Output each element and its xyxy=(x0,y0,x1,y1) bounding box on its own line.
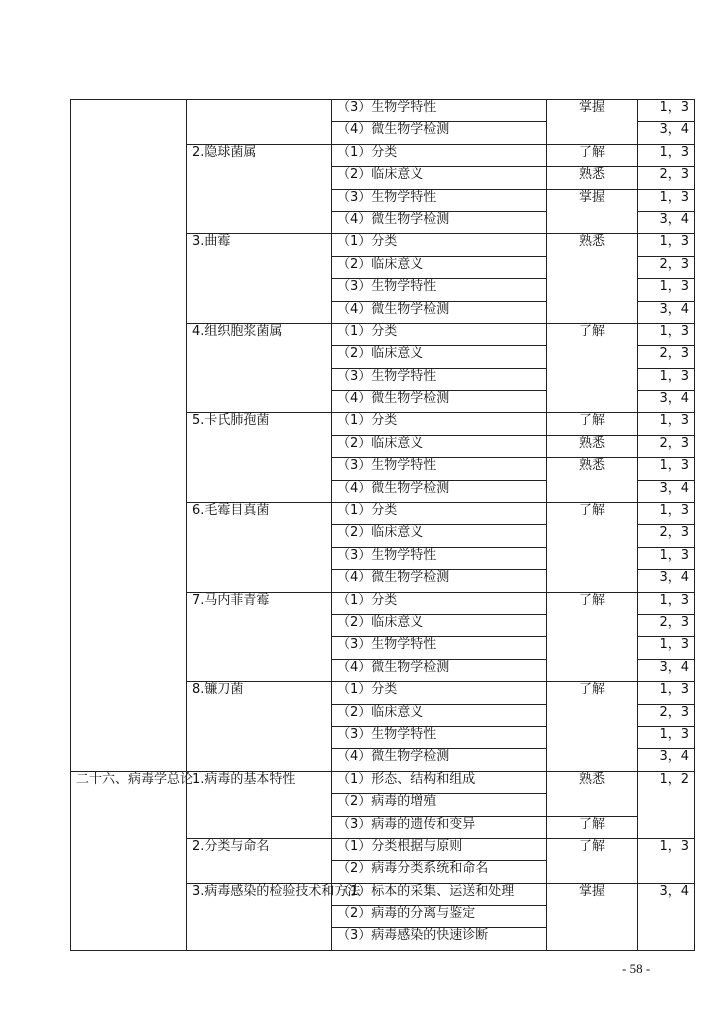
requirement-cell: 熟悉 xyxy=(547,771,638,816)
item-cell: （4）微生物学检测 xyxy=(332,749,547,771)
level-cell: 3，4 xyxy=(638,211,695,233)
item-cell: （3）生物学特性 xyxy=(332,189,547,211)
level-cell: 2，3 xyxy=(638,167,695,189)
item-cell: （2）临床意义 xyxy=(332,614,547,636)
level-cell: 2，3 xyxy=(638,435,695,457)
level-cell: 1，3 xyxy=(638,189,695,211)
item-cell: （1）分类 xyxy=(332,592,547,614)
item-cell: （4）微生物学检测 xyxy=(332,122,547,144)
topic-cell: 7.马内菲青霉 xyxy=(187,592,332,682)
topic-cell: 2.分类与命名 xyxy=(187,838,332,883)
level-cell: 1，3 xyxy=(638,547,695,569)
requirement-cell: 熟悉 xyxy=(547,435,638,457)
topic-cell: 3.病毒感染的检验技术和方法 xyxy=(187,883,332,950)
requirement-cell: 了解 xyxy=(547,144,638,166)
item-cell: （2）临床意义 xyxy=(332,435,547,457)
level-cell: 1，3 xyxy=(638,368,695,390)
item-cell: （1）分类 xyxy=(332,503,547,525)
item-cell: （4）微生物学检测 xyxy=(332,570,547,592)
level-cell: 3，4 xyxy=(638,659,695,681)
level-cell: 3，4 xyxy=(638,480,695,502)
unit-cell xyxy=(71,100,187,772)
item-cell: （2）临床意义 xyxy=(332,167,547,189)
level-cell: 2，3 xyxy=(638,525,695,547)
item-cell: （1）分类 xyxy=(332,144,547,166)
item-cell: （4）微生物学检测 xyxy=(332,391,547,413)
level-cell: 1，3 xyxy=(638,592,695,614)
topic-cell: 8.镰刀菌 xyxy=(187,682,332,772)
topic-cell: 3.曲霉 xyxy=(187,234,332,324)
item-cell: （3）生物学特性 xyxy=(332,100,547,122)
page-number: - 58 - xyxy=(622,961,651,976)
topic-cell: 1.病毒的基本特性 xyxy=(187,771,332,838)
topic-cell: 2.隐球菌属 xyxy=(187,144,332,234)
level-cell: 1，3 xyxy=(638,726,695,748)
item-cell: （1）分类 xyxy=(332,413,547,435)
item-cell: （3）病毒的遗传和变异 xyxy=(332,816,547,838)
item-cell: （3）生物学特性 xyxy=(332,458,547,480)
level-cell: 2，3 xyxy=(638,346,695,368)
level-cell: 3，4 xyxy=(638,122,695,144)
item-cell: （1）分类 xyxy=(332,682,547,704)
requirement-cell: 了解 xyxy=(547,413,638,435)
requirement-cell: 掌握 xyxy=(547,100,638,145)
unit-title-cell: 二十六、病毒学总论 xyxy=(71,771,187,950)
level-cell: 1，3 xyxy=(638,279,695,301)
topic-cell: 5.卡氏肺孢菌 xyxy=(187,413,332,503)
requirement-cell: 了解 xyxy=(547,323,638,413)
level-cell: 1，3 xyxy=(638,234,695,256)
item-cell: （1）标本的采集、运送和处理 xyxy=(332,883,547,905)
level-cell: 1，2 xyxy=(638,771,695,838)
item-cell: （2）临床意义 xyxy=(332,346,547,368)
item-cell: （2）病毒的分离与鉴定 xyxy=(332,906,547,928)
level-cell: 1，3 xyxy=(638,458,695,480)
item-cell: （4）微生物学检测 xyxy=(332,301,547,323)
item-cell: （3）生物学特性 xyxy=(332,726,547,748)
level-cell: 3，4 xyxy=(638,301,695,323)
level-cell: 1，3 xyxy=(638,503,695,525)
level-cell: 1，3 xyxy=(638,838,695,883)
table-row xyxy=(71,100,695,122)
item-cell: （2）临床意义 xyxy=(332,525,547,547)
requirement-cell: 掌握 xyxy=(547,189,638,234)
requirement-cell: 了解 xyxy=(547,503,638,593)
item-cell: （2）临床意义 xyxy=(332,256,547,278)
level-cell: 3，4 xyxy=(638,883,695,950)
level-cell: 1，3 xyxy=(638,682,695,704)
item-cell: （2）临床意义 xyxy=(332,704,547,726)
item-cell: （3）生物学特性 xyxy=(332,547,547,569)
syllabus-table-body xyxy=(71,100,695,951)
table-row xyxy=(71,771,695,793)
item-cell: （2）病毒的增殖 xyxy=(332,794,547,816)
requirement-cell: 熟悉 xyxy=(547,458,638,503)
item-cell: （3）生物学特性 xyxy=(332,368,547,390)
requirement-cell: 了解 xyxy=(547,682,638,772)
level-cell: 1，3 xyxy=(638,323,695,345)
level-cell: 1，3 xyxy=(638,100,695,122)
level-cell: 3，4 xyxy=(638,749,695,771)
level-cell: 1，3 xyxy=(638,413,695,435)
level-cell: 2，3 xyxy=(638,614,695,636)
requirement-cell: 熟悉 xyxy=(547,234,638,324)
topic-cell: 6.毛霉目真菌 xyxy=(187,503,332,593)
requirement-cell: 了解 xyxy=(547,838,638,883)
item-cell: （2）病毒分类系统和命名 xyxy=(332,861,547,883)
item-cell: （1）形态、结构和组成 xyxy=(332,771,547,793)
item-cell: （4）微生物学检测 xyxy=(332,659,547,681)
requirement-cell: 熟悉 xyxy=(547,167,638,189)
level-cell: 1，3 xyxy=(638,144,695,166)
syllabus-table xyxy=(70,99,695,951)
item-cell: （1）分类 xyxy=(332,234,547,256)
item-cell: （3）病毒感染的快速诊断 xyxy=(332,928,547,950)
item-cell: （4）微生物学检测 xyxy=(332,480,547,502)
requirement-cell: 了解 xyxy=(547,816,638,838)
item-cell: （3）生物学特性 xyxy=(332,637,547,659)
level-cell: 3，4 xyxy=(638,391,695,413)
item-cell: （1）分类根据与原则 xyxy=(332,838,547,860)
requirement-cell: 掌握 xyxy=(547,883,638,950)
level-cell: 1，3 xyxy=(638,637,695,659)
item-cell: （4）微生物学检测 xyxy=(332,211,547,233)
level-cell: 2，3 xyxy=(638,256,695,278)
level-cell: 2，3 xyxy=(638,704,695,726)
topic-cell: 4.组织胞浆菌属 xyxy=(187,323,332,413)
level-cell: 3，4 xyxy=(638,570,695,592)
item-cell: （3）生物学特性 xyxy=(332,279,547,301)
requirement-cell: 了解 xyxy=(547,592,638,682)
topic-cell xyxy=(187,100,332,145)
item-cell: （1）分类 xyxy=(332,323,547,345)
